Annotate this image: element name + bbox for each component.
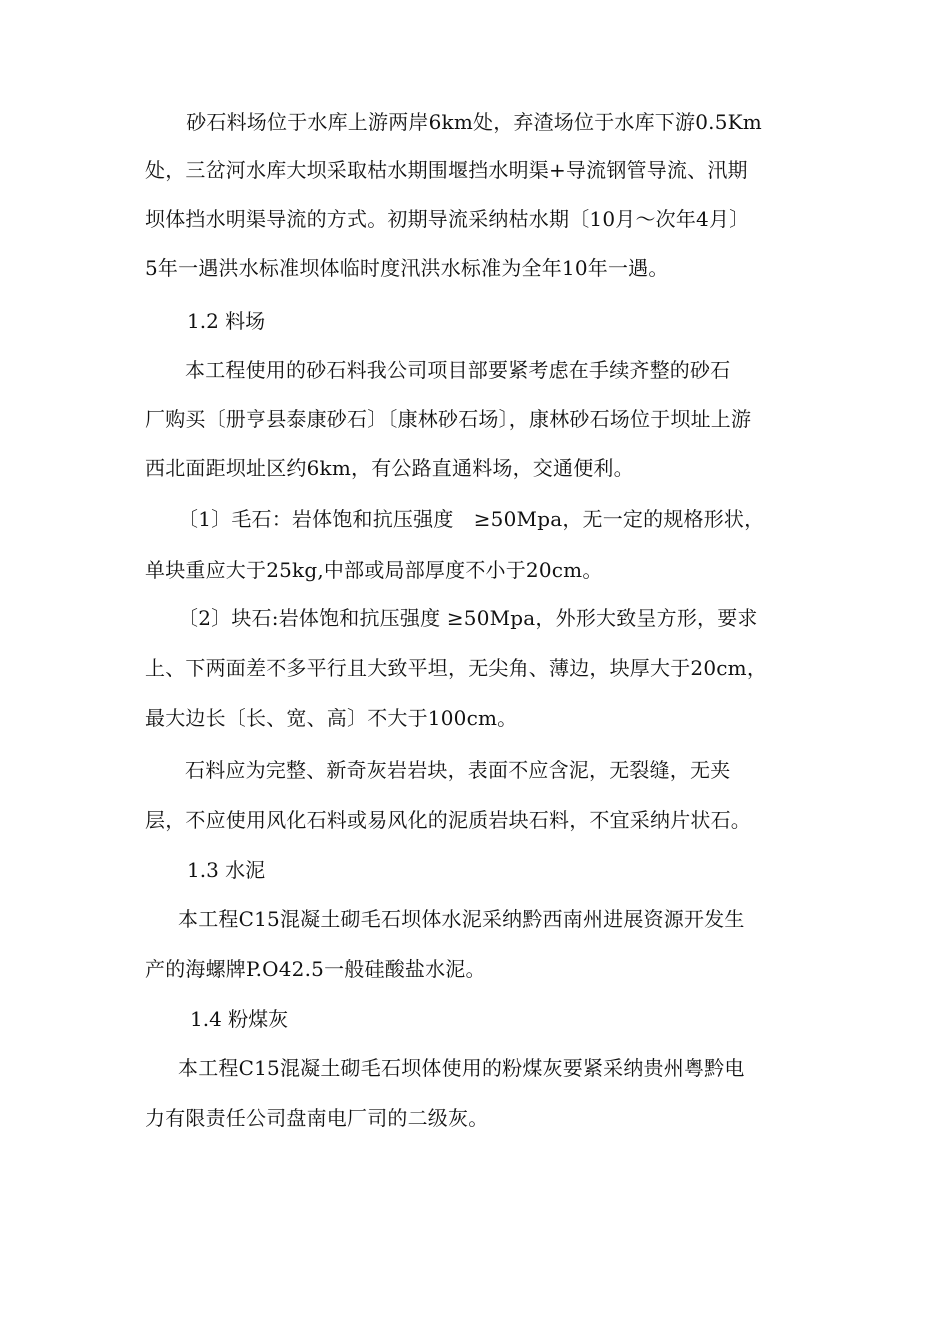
section-heading-1-2: 1.2 料场 <box>187 309 266 333</box>
paragraph-1-line-2: 处，三岔河水库大坝采取枯水期围堰挡水明渠+导流钢管导流、汛期 <box>145 158 748 182</box>
paragraph-4-line-1: 〔2〕块石:岩体饱和抗压强度 ≥50Mpa，外形大致呈方形，要求 <box>178 606 758 630</box>
paragraph-7-line-1: 本工程C15混凝土砌毛石坝体使用的粉煤灰要紧采纳贵州粤黔电 <box>178 1056 745 1080</box>
paragraph-3-line-2: 单块重应大于25kg,中部或局部厚度不小于20cm。 <box>145 558 603 582</box>
paragraph-7-line-2: 力有限责任公司盘南电厂司的二级灰。 <box>145 1106 489 1130</box>
section-heading-1-3: 1.3 水泥 <box>187 858 266 882</box>
section-heading-1-4: 1.4 粉煤灰 <box>190 1007 289 1031</box>
paragraph-2-line-3: 西北面距坝址区约6km，有公路直通料场，交通便利。 <box>145 456 634 480</box>
paragraph-1-line-1: 砂石料场位于水库上游两岸6km处，弃渣场位于水库下游0.5Km <box>166 110 762 134</box>
paragraph-4-line-3: 最大边长〔长、宽、高〕不大于100cm。 <box>145 706 518 730</box>
paragraph-1-line-3: 坝体挡水明渠导流的方式。初期导流采纳枯水期〔10月～次年4月〕 <box>145 207 750 231</box>
paragraph-5-line-1: 石料应为完整、新奇灰岩岩块，表面不应含泥，无裂缝，无夹 <box>185 758 731 782</box>
paragraph-2-line-2: 厂购买〔册亨县泰康砂石〕〔康林砂石场〕，康林砂石场位于坝址上游 <box>145 407 752 431</box>
paragraph-6-line-1: 本工程C15混凝土砌毛石坝体水泥采纳黔西南州进展资源开发生 <box>178 907 745 931</box>
paragraph-2-line-1: 本工程使用的砂石料我公司项目部要紧考虑在手续齐整的砂石 <box>185 358 731 382</box>
paragraph-3-line-1: 〔1〕毛石：岩体饱和抗压强度 ≥50Mpa，无一定的规格形状， <box>178 507 765 531</box>
paragraph-4-line-2: 上、下两面差不多平行且大致平坦，无尖角、薄边，块厚大于20cm， <box>145 656 768 680</box>
paragraph-1-line-4: 5年一遇洪水标准坝体临时度汛洪水标准为全年10年一遇。 <box>145 256 669 280</box>
paragraph-5-line-2: 层，不应使用风化石料或易风化的泥质岩块石料，不宜采纳片状石。 <box>145 808 751 832</box>
paragraph-6-line-2: 产的海螺牌P.O42.5一般硅酸盐水泥。 <box>145 957 486 981</box>
